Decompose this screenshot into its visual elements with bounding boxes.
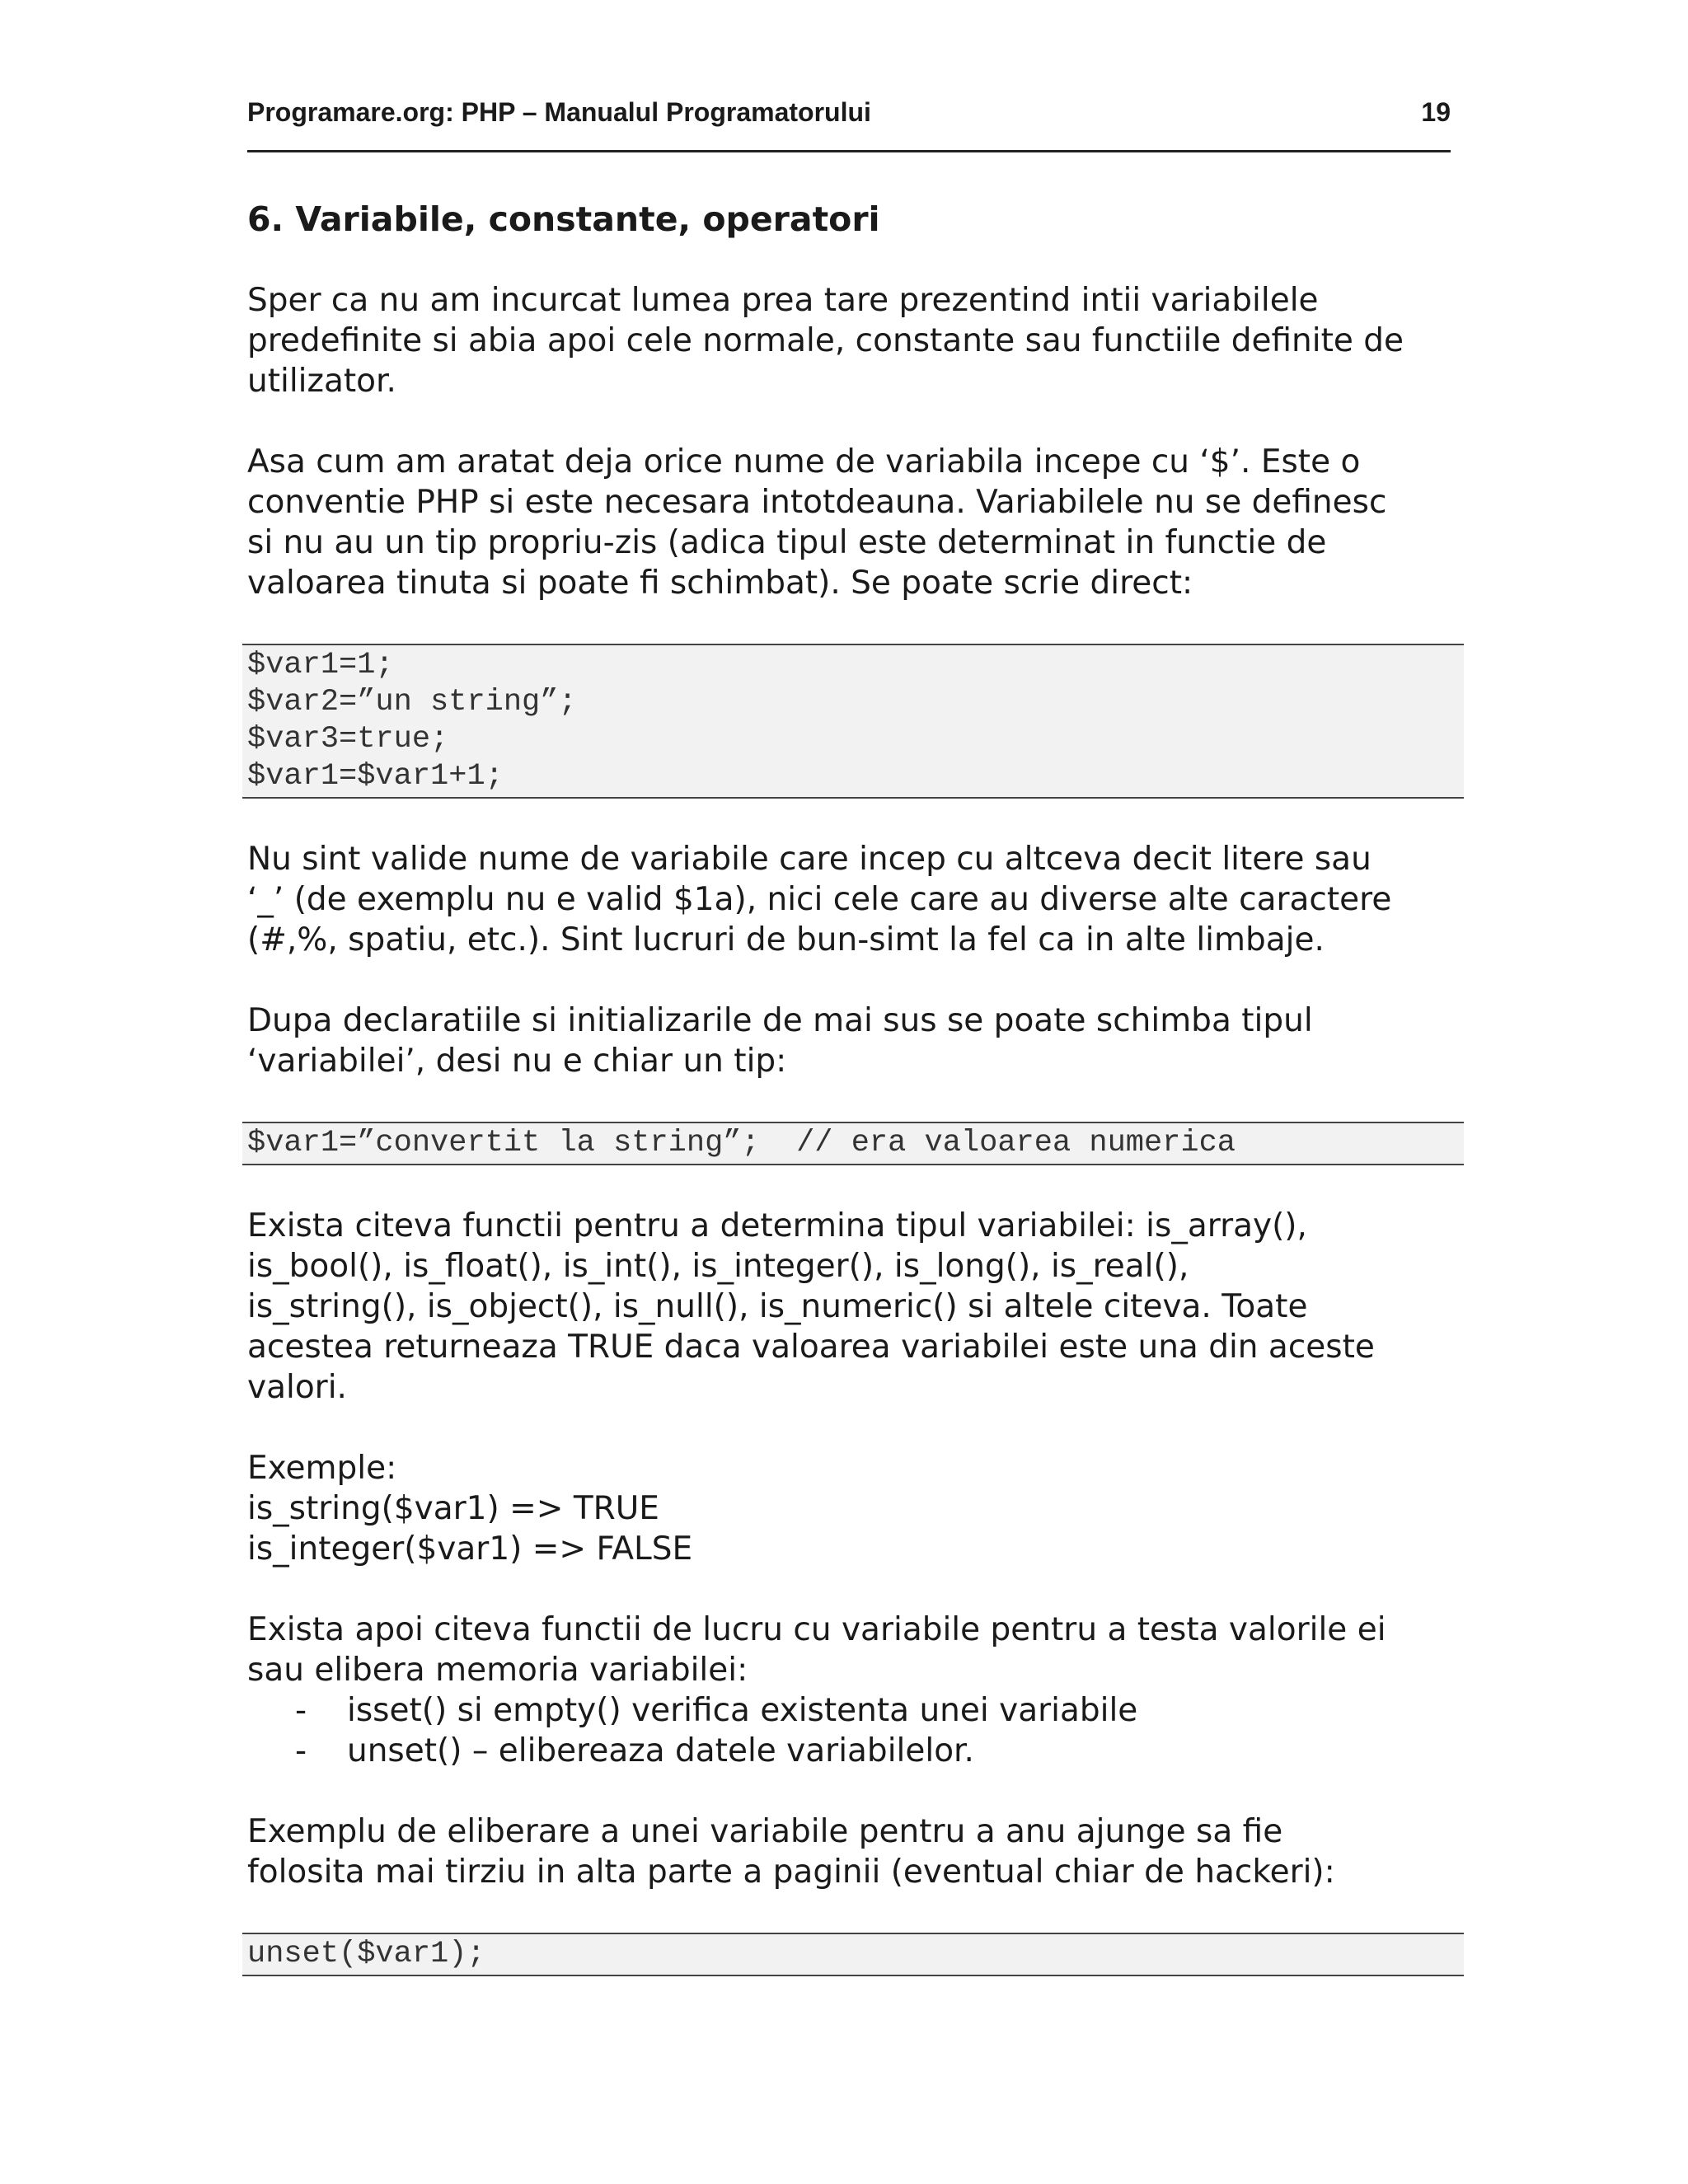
text-line: Sper ca nu am incurcat lumea prea tare prezentind intii variabilele — [247, 282, 1319, 319]
code-line: $var2=”un string”; — [247, 685, 577, 719]
code-block-conversion — [242, 1122, 1464, 1165]
paragraph-examples — [247, 1448, 1459, 1569]
text-line: Exista citeva functii pentru a determina tipul variabilei: is_array(), — [247, 1207, 1307, 1244]
text-line: Nu sint valide nume de variabile care incep cu altceva decit litere sau — [247, 841, 1372, 878]
list-item-text: isset() si empty() verifica existenta unei variabile — [347, 1692, 1138, 1729]
dash-bullet: - — [295, 1732, 307, 1769]
section-title: 6. Variabile, constante, operatori — [247, 199, 880, 239]
page-number: 19 — [1421, 97, 1451, 127]
code-block-unset — [242, 1933, 1464, 1976]
text-line: ‘_’ (de exemplu nu e valid $1a), nici cele care au diverse alte caractere — [247, 881, 1392, 918]
text-line: (#,%, spatiu, etc.). Sint lucruri de bun-simt la fel ca in alte limbaje. — [247, 921, 1325, 958]
paragraph-type-functions — [247, 1206, 1459, 1408]
paragraph-unset-example — [247, 1811, 1459, 1892]
paragraph-variables — [247, 442, 1459, 603]
list-item — [247, 1731, 1459, 1771]
dash-bullet: - — [295, 1692, 307, 1729]
text-line: valoarea tinuta si poate fi schimbat). Se poate scrie direct: — [247, 565, 1193, 602]
text-line: si nu au un tip propriu-zis (adica tipul este determinat in functie de — [247, 524, 1327, 561]
function-list — [247, 1690, 1459, 1771]
list-item — [247, 1690, 1459, 1731]
text-line: predefinite si abia apoi cele normale, constante sau functiile definite de — [247, 322, 1404, 359]
text-line: Asa cum am aratat deja orice nume de variabila incepe cu ‘$’. Este o — [247, 443, 1361, 480]
text-line: is_string(), is_object(), is_null(), is_numeric() si altele citeva. Toate — [247, 1288, 1308, 1325]
page-header — [247, 97, 1451, 152]
text-line: Exemple: — [247, 1450, 397, 1487]
code-line: unset($var1); — [247, 1937, 485, 1971]
text-line: is_bool(), is_float(), is_int(), is_integer(), is_long(), is_real(), — [247, 1248, 1189, 1285]
text-line: valori. — [247, 1369, 347, 1406]
code-line: $var1=1; — [247, 648, 394, 682]
paragraph-valid-names — [247, 839, 1459, 960]
text-line: Dupa declaratiile si initializarile de mai sus se poate schimba tipul — [247, 1002, 1313, 1039]
text-line: acestea returneaza TRUE daca valoarea variabilei este una din aceste — [247, 1329, 1375, 1366]
text-line: Exista apoi citeva functii de lucru cu variabile pentru a testa valorile ei — [247, 1611, 1386, 1648]
text-line: Exemplu de eliberare a unei variabile pentru a anu ajunge sa fie — [247, 1813, 1283, 1850]
paragraph-intro — [247, 280, 1459, 401]
text-line: sau elibera memoria variabilei: — [247, 1652, 748, 1689]
text-line: conventie PHP si este necesara intotdeauna. Variabilele nu se definesc — [247, 484, 1387, 521]
code-line: $var1=$var1+1; — [247, 759, 504, 794]
header-title: Programare.org: PHP – Manualul Programatorului — [247, 97, 871, 127]
text-line: utilizator. — [247, 363, 396, 400]
page-content — [247, 198, 1459, 2017]
code-line: $var3=true; — [247, 722, 449, 757]
paragraph-utility-functions — [247, 1610, 1459, 1690]
code-block-declarations — [242, 644, 1464, 799]
code-line: $var1=”convertit la string”; // era valoarea numerica — [247, 1126, 1236, 1160]
text-line: ‘variabilei’, desi nu e chiar un tip: — [247, 1043, 787, 1080]
paragraph-type-change — [247, 1001, 1459, 1081]
text-line: is_string($var1) => TRUE — [247, 1490, 659, 1527]
text-line: folosita mai tirziu in alta parte a paginii (eventual chiar de hackeri): — [247, 1854, 1335, 1891]
text-line: is_integer($var1) => FALSE — [247, 1530, 693, 1568]
list-item-text: unset() – elibereaza datele variabilelor. — [347, 1732, 974, 1769]
